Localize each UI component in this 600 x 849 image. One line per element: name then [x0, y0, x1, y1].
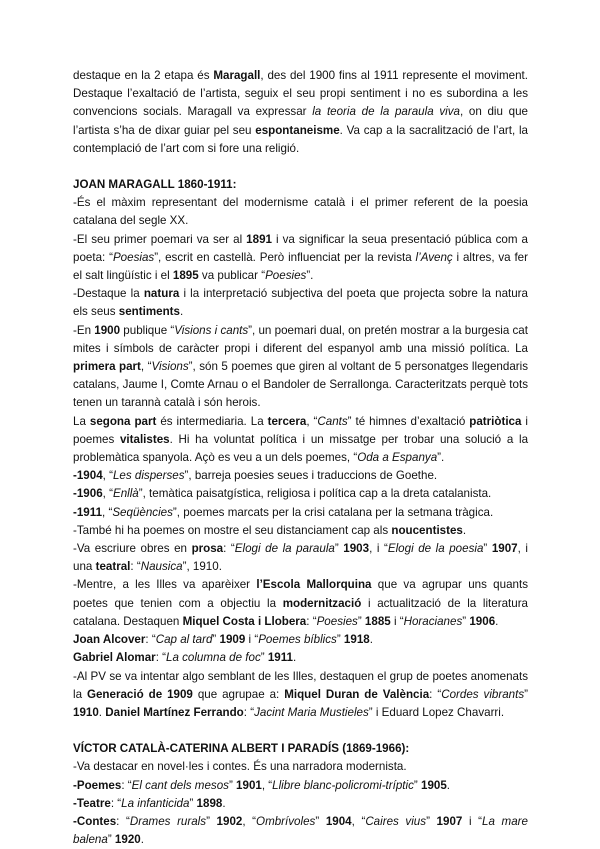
italic-text: Elogi de la paraula: [234, 542, 335, 556]
text: ”: [206, 814, 217, 828]
italic-text: Seqüències: [112, 505, 173, 519]
paragraph: -És el màxim representant del modernisme català i el primer referent de la poesia catalana del segle XX.: [73, 196, 528, 228]
italic-text: Cordes vibrants: [441, 687, 525, 701]
italic-text: Caires vius: [365, 814, 427, 828]
text: ”: [524, 687, 528, 701]
italic-text: Llibre blanc-policromi-tríptic: [272, 778, 414, 792]
bold-text: 1909: [219, 633, 246, 647]
bold-text: 1906: [469, 614, 496, 628]
paragraph: -Va destacar en novel·les i contes. És una narradora modernista.: [73, 760, 407, 774]
italic-text: Oda a Espanya: [357, 451, 438, 465]
text: i poemes: [73, 414, 529, 446]
text: .: [140, 833, 144, 847]
bold-text: 1920: [114, 833, 141, 847]
text: , “: [242, 814, 257, 828]
italic-text: La infanticida: [121, 796, 190, 810]
text: -També hi ha poemes on mostre el seu distanciament cap als: [73, 523, 392, 537]
paragraph: [73, 795, 528, 813]
text: ”: [107, 833, 115, 847]
text: ”, 1910.: [182, 560, 222, 574]
section-heading-maragall: JOAN MARAGALL 1860-1911:: [73, 178, 237, 192]
text: , “: [102, 505, 113, 519]
text: .: [98, 705, 106, 719]
italic-text: Enllà: [112, 487, 139, 501]
bold-text: 1907: [491, 542, 518, 556]
text: ”, poemes marcats per la crisi catalana per la setmana tràgica.: [172, 505, 494, 519]
text: ”, un poemari dual, on pretén mostrar a la burgesia cat mites i símbols de caràcter propi i diferent del espanyol amb una missió política. La: [73, 323, 528, 355]
italic-text: Elogi de la poesia: [387, 542, 484, 556]
bold-text: Maragall: [213, 69, 261, 82]
text: ”, escrit en castellà. Però influenciat per la revista: [154, 250, 416, 264]
text: : “: [130, 560, 141, 574]
text: : “: [155, 651, 166, 665]
text: ”: [462, 614, 470, 628]
text: -Va escriure obres en: [73, 542, 192, 556]
text: : “: [116, 814, 130, 828]
bold-text: teatral: [95, 560, 131, 574]
bold-text: -Contes: [73, 814, 117, 828]
spacer: [73, 158, 528, 176]
bold-text: Miquel Costa i Llobera: [182, 614, 307, 628]
italic-text: Poesias: [112, 250, 155, 264]
bold-text: prosa: [191, 542, 224, 556]
intro-paragraph: [73, 67, 528, 158]
italic-text: Ombrívoles: [256, 814, 316, 828]
bold-text: Miquel Duran de València: [284, 687, 430, 701]
text: ”, temàtica paisatgística, religiosa i política cap a la dreta catalanista.: [138, 487, 492, 501]
text: , “: [102, 469, 113, 483]
paragraph: [73, 576, 528, 631]
text: ”: [189, 796, 197, 810]
text: -Al PV se va intentar algo semblant de les Illes, destaquen el grup de poetes anomenats la: [73, 669, 528, 701]
text: : “: [110, 796, 122, 810]
bold-text: sentiments: [118, 305, 180, 319]
text: i “: [462, 814, 483, 828]
italic-text: Jacint Maria Mustieles: [254, 705, 369, 719]
text: ”: [228, 778, 237, 792]
text: que va agrupar uns quants poetes que tenien com a objectiu la: [73, 578, 528, 610]
bold-text: espontaneisme: [255, 123, 340, 137]
text: ”: [212, 633, 220, 647]
text: .: [495, 614, 499, 628]
italic-text: Poesies: [265, 269, 307, 283]
italic-text: Visions: [151, 360, 189, 374]
text: .: [179, 305, 184, 319]
text: , “: [261, 778, 273, 792]
text: .: [369, 633, 373, 647]
text: i “: [390, 614, 404, 628]
text: ”, són 5 poemes que giren al voltant de 5 personatges llegendaris catalans, Jaume I, Comte Arnau o el Bandoler de Serrallonga. Caracteritzats perquè tots tenen un tarannà català i són herois.: [73, 360, 529, 410]
paragraph: [73, 231, 528, 286]
bold-text: tercera: [267, 414, 307, 428]
paragraph: [73, 322, 528, 413]
paragraph: [73, 813, 528, 849]
text: ”: [315, 814, 326, 828]
text: i altres, va fer el salt lingüístic i el: [73, 250, 528, 283]
paragraph: [73, 522, 528, 540]
text: ”: [483, 542, 492, 556]
italic-text: l’Avenç: [415, 250, 453, 264]
text: : “: [145, 633, 156, 647]
paragraph: [73, 631, 528, 649]
text: . Hi ha voluntat política i un missatge per trobar una solució a la problemàtica spanyola. Açò es veu a un dels poemes, “: [73, 432, 529, 465]
text: que agrupae a:: [192, 687, 285, 701]
paragraph: [73, 504, 528, 522]
bold-text: vitalistes: [119, 432, 170, 446]
bold-text: 1905: [421, 778, 447, 792]
bold-text: l’Escola Mallorquina: [256, 578, 372, 592]
text: ”: [426, 814, 437, 828]
bold-text: -1911: [73, 505, 103, 519]
bold-text: 1910: [73, 705, 99, 719]
text: , “: [140, 360, 152, 374]
text: : “: [429, 687, 442, 701]
text: ”: [413, 778, 421, 792]
spacer: [73, 722, 528, 740]
italic-text: Cants: [317, 414, 348, 428]
text: , “: [102, 487, 113, 501]
paragraph: [73, 777, 528, 795]
text: : “: [243, 705, 255, 719]
bold-text: -Poemes: [73, 778, 122, 792]
italic-text: Nausica: [140, 560, 183, 574]
bold-text: modernització: [282, 596, 362, 610]
text: : “: [306, 614, 317, 628]
bold-text: Joan Alcover: [73, 633, 146, 647]
bold-text: 1902: [216, 814, 243, 828]
paragraph: [73, 285, 528, 321]
text: .: [446, 778, 451, 792]
text: i “: [245, 633, 259, 647]
paragraph: [73, 467, 528, 485]
bold-text: 1907: [436, 814, 463, 828]
bold-text: natura: [143, 287, 180, 301]
bold-text: patriòtica: [469, 414, 522, 428]
text: -Mentre, a les Illes va aparèixer: [73, 578, 257, 592]
text: ”.: [306, 269, 314, 283]
bold-text: Daniel Martínez Ferrando: [105, 705, 244, 719]
paragraph: [73, 540, 528, 576]
text: i va significar la seua presentació pública com a poeta: “: [73, 232, 528, 264]
text: , on diu que l’artista s’ha de dixar guiar pel seu: [73, 105, 528, 137]
text: .: [462, 523, 467, 537]
text: ”, barreja poesies seues i traduccions de Goethe.: [184, 469, 438, 483]
bold-text: 1885: [364, 614, 391, 628]
text: ”: [260, 651, 268, 665]
text: publique “: [120, 323, 175, 337]
text: .: [293, 651, 297, 665]
text: : “: [121, 778, 132, 792]
text: i la interpretació subjectiva del poeta que projecta sobre la natura els seus: [73, 287, 528, 319]
text: ”: [334, 542, 344, 556]
italic-text: Poesies: [316, 614, 358, 628]
text: ” i Eduard Lopez Chavarri.: [368, 705, 505, 719]
italic-text: la teoria de la paraula viva: [312, 105, 460, 119]
text: La: [73, 414, 90, 428]
text: : “: [223, 542, 235, 556]
text: , “: [306, 414, 318, 428]
bold-text: 1891: [246, 232, 272, 246]
italic-text: Cap al tard: [155, 633, 213, 647]
text: -Destaque la: [73, 287, 144, 301]
bold-text: primera part: [73, 360, 141, 374]
italic-text: El cant dels mesos: [131, 778, 229, 792]
bold-text: -1906: [73, 487, 103, 501]
italic-text: Drames rurals: [129, 814, 207, 828]
text: , des del 1900 fins al 1911 represente el moviment. Destaque l’exaltació de l’artista, seguix el seu propi sentiment i no es subordina a les convencions socials. Maragall va expressar: [73, 69, 528, 119]
italic-text: Les disperses: [112, 469, 185, 483]
paragraph: [73, 649, 528, 667]
bold-text: 1911: [267, 651, 293, 665]
bold-text: Gabriel Alomar: [73, 651, 156, 665]
bold-text: 1918: [343, 633, 370, 647]
text: -El seu primer poemari va ser al: [73, 232, 247, 246]
text: .: [222, 796, 226, 810]
text: ”: [336, 633, 344, 647]
bold-text: Generació de 1909: [86, 687, 193, 701]
bold-text: -1904: [73, 469, 103, 483]
paragraph: [73, 668, 528, 723]
text: i actualització de la literatura catalana. Destaquen: [73, 596, 528, 628]
bold-text: -Teatre: [73, 796, 111, 810]
italic-text: La mare balena: [73, 814, 528, 847]
italic-text: Horacianes: [403, 614, 463, 628]
text: destaque en la 2 etapa és: [73, 69, 214, 82]
document-page: [73, 67, 528, 849]
text: -En: [73, 323, 95, 337]
bold-text: 1901: [236, 778, 262, 792]
paragraph: [73, 413, 528, 468]
bold-text: 1903: [343, 542, 370, 556]
bold-text: 1900: [94, 323, 121, 337]
text: , i una: [73, 542, 528, 574]
text: ”.: [437, 451, 445, 465]
text: va publicar “: [198, 269, 266, 283]
italic-text: Visions i cants: [174, 323, 249, 337]
text: ” té himnes d’exaltació: [347, 414, 470, 428]
bold-text: 1904: [325, 814, 352, 828]
text: ”: [357, 614, 365, 628]
italic-text: La columna de foc: [166, 651, 261, 665]
text: , i “: [369, 542, 388, 556]
bold-text: 1895: [172, 269, 199, 283]
bold-text: segona part: [89, 414, 157, 428]
section-heading-catala: VÍCTOR CATALÀ-CATERINA ALBERT I PARADÍS (1869-1966):: [73, 742, 410, 756]
text: . Va cap a la sacralització de l’art, la contemplació de l’art com si fore una religió.: [73, 123, 528, 155]
bold-text: 1898: [196, 796, 223, 810]
italic-text: Poemes bíblics: [258, 633, 337, 647]
paragraph: [73, 485, 528, 503]
bold-text: noucentistes: [391, 523, 463, 537]
text: , “: [351, 814, 366, 828]
text: és intermediaria. La: [156, 414, 268, 428]
